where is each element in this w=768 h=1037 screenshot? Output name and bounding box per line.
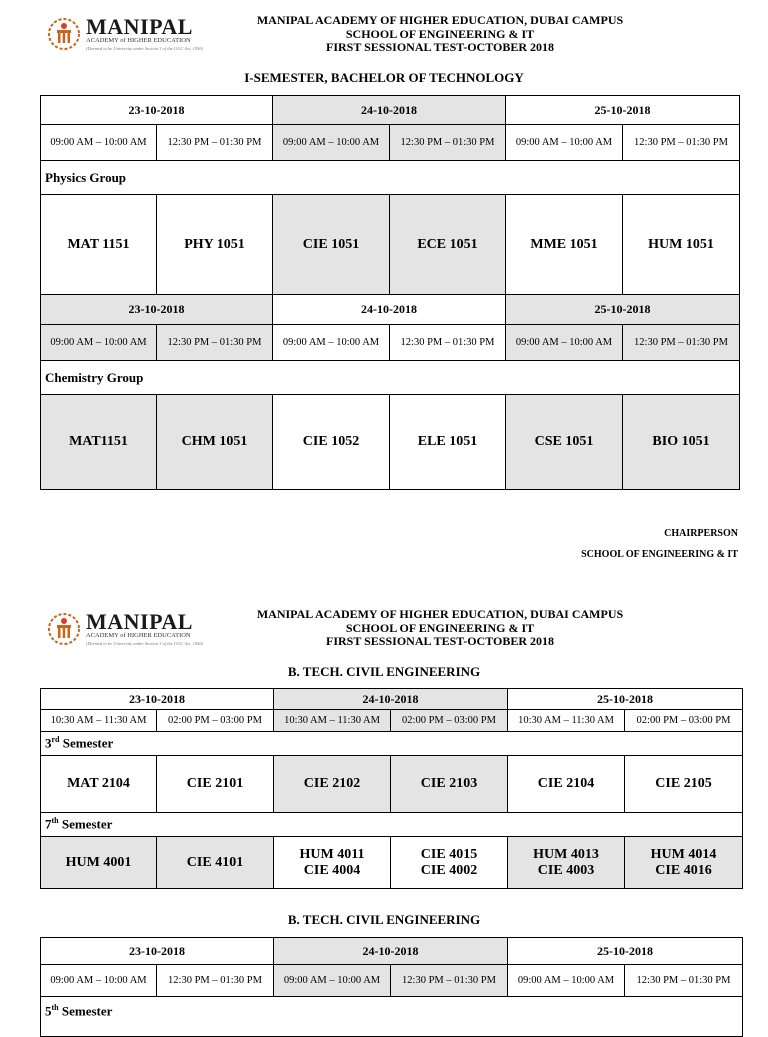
time-cell: 02:00 PM – 03:00 PM bbox=[157, 710, 274, 732]
time-cell: 09:00 AM – 10:00 AM bbox=[273, 125, 390, 161]
logo-tagline: (Deemed to be University under Section 3 of the UGC Act, 1956) bbox=[86, 46, 204, 51]
logo-wordmark: MANIPAL bbox=[86, 14, 193, 39]
course-cell: MAT 2104 bbox=[41, 756, 157, 813]
course-cell: BIO 1051 bbox=[623, 395, 740, 490]
time-cell: 12:30 PM – 01:30 PM bbox=[625, 965, 743, 997]
course-cell: HUM 4013 CIE 4003 bbox=[508, 837, 625, 889]
time-cell: 09:00 AM – 10:00 AM bbox=[506, 125, 623, 161]
page2-header bbox=[230, 608, 650, 649]
course-cell: CIE 4101 bbox=[157, 837, 274, 889]
course-cell: CHM 1051 bbox=[157, 395, 273, 490]
semester-label: 7th Semester bbox=[41, 813, 743, 837]
date-cell: 23-10-2018 bbox=[41, 689, 274, 710]
page3-title: B. TECH. CIVIL ENGINEERING bbox=[287, 912, 481, 927]
date-cell: 24-10-2018 bbox=[274, 938, 508, 965]
time-cell: 12:30 PM – 01:30 PM bbox=[390, 325, 506, 361]
course-cell: ECE 1051 bbox=[390, 195, 506, 295]
time-cell: 09:00 AM – 10:00 AM bbox=[273, 325, 390, 361]
logo-wordmark: MANIPAL bbox=[86, 609, 193, 634]
logo-subtitle: ACADEMY of HIGHER EDUCATION bbox=[86, 37, 191, 44]
course-cell: HUM 4014 CIE 4016 bbox=[625, 837, 743, 889]
course-cell: CIE 4015 CIE 4002 bbox=[391, 837, 508, 889]
logo-tagline: (Deemed to be University under Section 3 of the UGC Act, 1956) bbox=[86, 641, 204, 646]
time-cell: 10:30 AM – 11:30 AM bbox=[508, 710, 625, 732]
course-cell: MAT1151 bbox=[41, 395, 157, 490]
time-cell: 12:30 PM – 01:30 PM bbox=[623, 125, 740, 161]
header-line1: MANIPAL ACADEMY OF HIGHER EDUCATION, DUBAI CAMPUS bbox=[256, 13, 624, 27]
course-cell: HUM 1051 bbox=[623, 195, 740, 295]
time-cell: 09:00 AM – 10:00 AM bbox=[41, 125, 157, 161]
header-line3: FIRST SESSIONAL TEST-OCTOBER 2018 bbox=[326, 634, 554, 648]
header-line3: FIRST SESSIONAL TEST-OCTOBER 2018 bbox=[326, 40, 554, 54]
time-cell: 02:00 PM – 03:00 PM bbox=[625, 710, 743, 732]
date-cell: 24-10-2018 bbox=[273, 295, 506, 325]
header-line2: SCHOOL OF ENGINEERING & IT bbox=[345, 26, 535, 41]
course-cell: CIE 1051 bbox=[273, 195, 390, 295]
manipal-logo bbox=[46, 609, 204, 649]
time-cell: 12:30 PM – 01:30 PM bbox=[391, 965, 508, 997]
manipal-logo bbox=[46, 14, 204, 54]
header-line2: SCHOOL OF ENGINEERING & IT bbox=[345, 620, 535, 635]
time-cell: 12:30 PM – 01:30 PM bbox=[390, 125, 506, 161]
time-cell: 09:00 AM – 10:00 AM bbox=[41, 325, 157, 361]
time-cell: 12:30 PM – 01:30 PM bbox=[623, 325, 740, 361]
manipal-emblem-icon bbox=[46, 14, 82, 54]
time-cell: 10:30 AM – 11:30 AM bbox=[274, 710, 391, 732]
date-cell: 24-10-2018 bbox=[274, 689, 508, 710]
date-cell: 23-10-2018 bbox=[41, 295, 273, 325]
page2-timetable bbox=[40, 688, 743, 889]
page3-timetable bbox=[40, 937, 743, 1037]
course-cell: CIE 2102 bbox=[274, 756, 391, 813]
course-cell: CSE 1051 bbox=[506, 395, 623, 490]
course-cell: MAT 1151 bbox=[41, 195, 157, 295]
group-label: Chemistry Group bbox=[41, 361, 740, 395]
time-cell: 12:30 PM – 01:30 PM bbox=[157, 325, 273, 361]
time-cell: 09:00 AM – 10:00 AM bbox=[41, 965, 157, 997]
course-cell: CIE 2103 bbox=[391, 756, 508, 813]
time-cell: 09:00 AM – 10:00 AM bbox=[508, 965, 625, 997]
manipal-emblem-icon bbox=[46, 609, 82, 649]
page1-header bbox=[230, 14, 650, 55]
time-cell: 12:30 PM – 01:30 PM bbox=[157, 125, 273, 161]
date-cell: 23-10-2018 bbox=[41, 96, 273, 125]
course-cell: HUM 4001 bbox=[41, 837, 157, 889]
semester-label: 3rd Semester bbox=[41, 732, 743, 756]
page1-timetable bbox=[40, 95, 740, 490]
time-cell: 09:00 AM – 10:00 AM bbox=[506, 325, 623, 361]
course-cell: HUM 4011 CIE 4004 bbox=[274, 837, 391, 889]
course-cell: CIE 2101 bbox=[157, 756, 274, 813]
course-cell: MME 1051 bbox=[506, 195, 623, 295]
course-cell: CIE 2105 bbox=[625, 756, 743, 813]
group-label: Physics Group bbox=[41, 161, 740, 195]
time-cell: 02:00 PM – 03:00 PM bbox=[391, 710, 508, 732]
signature-chairperson: CHAIRPERSON bbox=[664, 528, 738, 539]
signature-school: SCHOOL OF ENGINEERING & IT bbox=[581, 549, 738, 560]
date-cell: 25-10-2018 bbox=[506, 295, 740, 325]
time-cell: 09:00 AM – 10:00 AM bbox=[274, 965, 391, 997]
date-cell: 24-10-2018 bbox=[273, 96, 506, 125]
course-cell: CIE 1052 bbox=[273, 395, 390, 490]
course-cell: PHY 1051 bbox=[157, 195, 273, 295]
page1-title: I-SEMESTER, BACHELOR OF TECHNOLOGY bbox=[244, 70, 524, 85]
date-cell: 25-10-2018 bbox=[508, 689, 743, 710]
course-cell: ELE 1051 bbox=[390, 395, 506, 490]
semester-label: 5th Semester bbox=[41, 997, 743, 1037]
date-cell: 25-10-2018 bbox=[508, 938, 743, 965]
date-cell: 23-10-2018 bbox=[41, 938, 274, 965]
header-line1: MANIPAL ACADEMY OF HIGHER EDUCATION, DUBAI CAMPUS bbox=[256, 607, 624, 621]
date-cell: 25-10-2018 bbox=[506, 96, 740, 125]
logo-subtitle: ACADEMY of HIGHER EDUCATION bbox=[86, 632, 191, 639]
time-cell: 10:30 AM – 11:30 AM bbox=[41, 710, 157, 732]
page2-title: B. TECH. CIVIL ENGINEERING bbox=[287, 664, 481, 679]
course-cell: CIE 2104 bbox=[508, 756, 625, 813]
time-cell: 12:30 PM – 01:30 PM bbox=[157, 965, 274, 997]
